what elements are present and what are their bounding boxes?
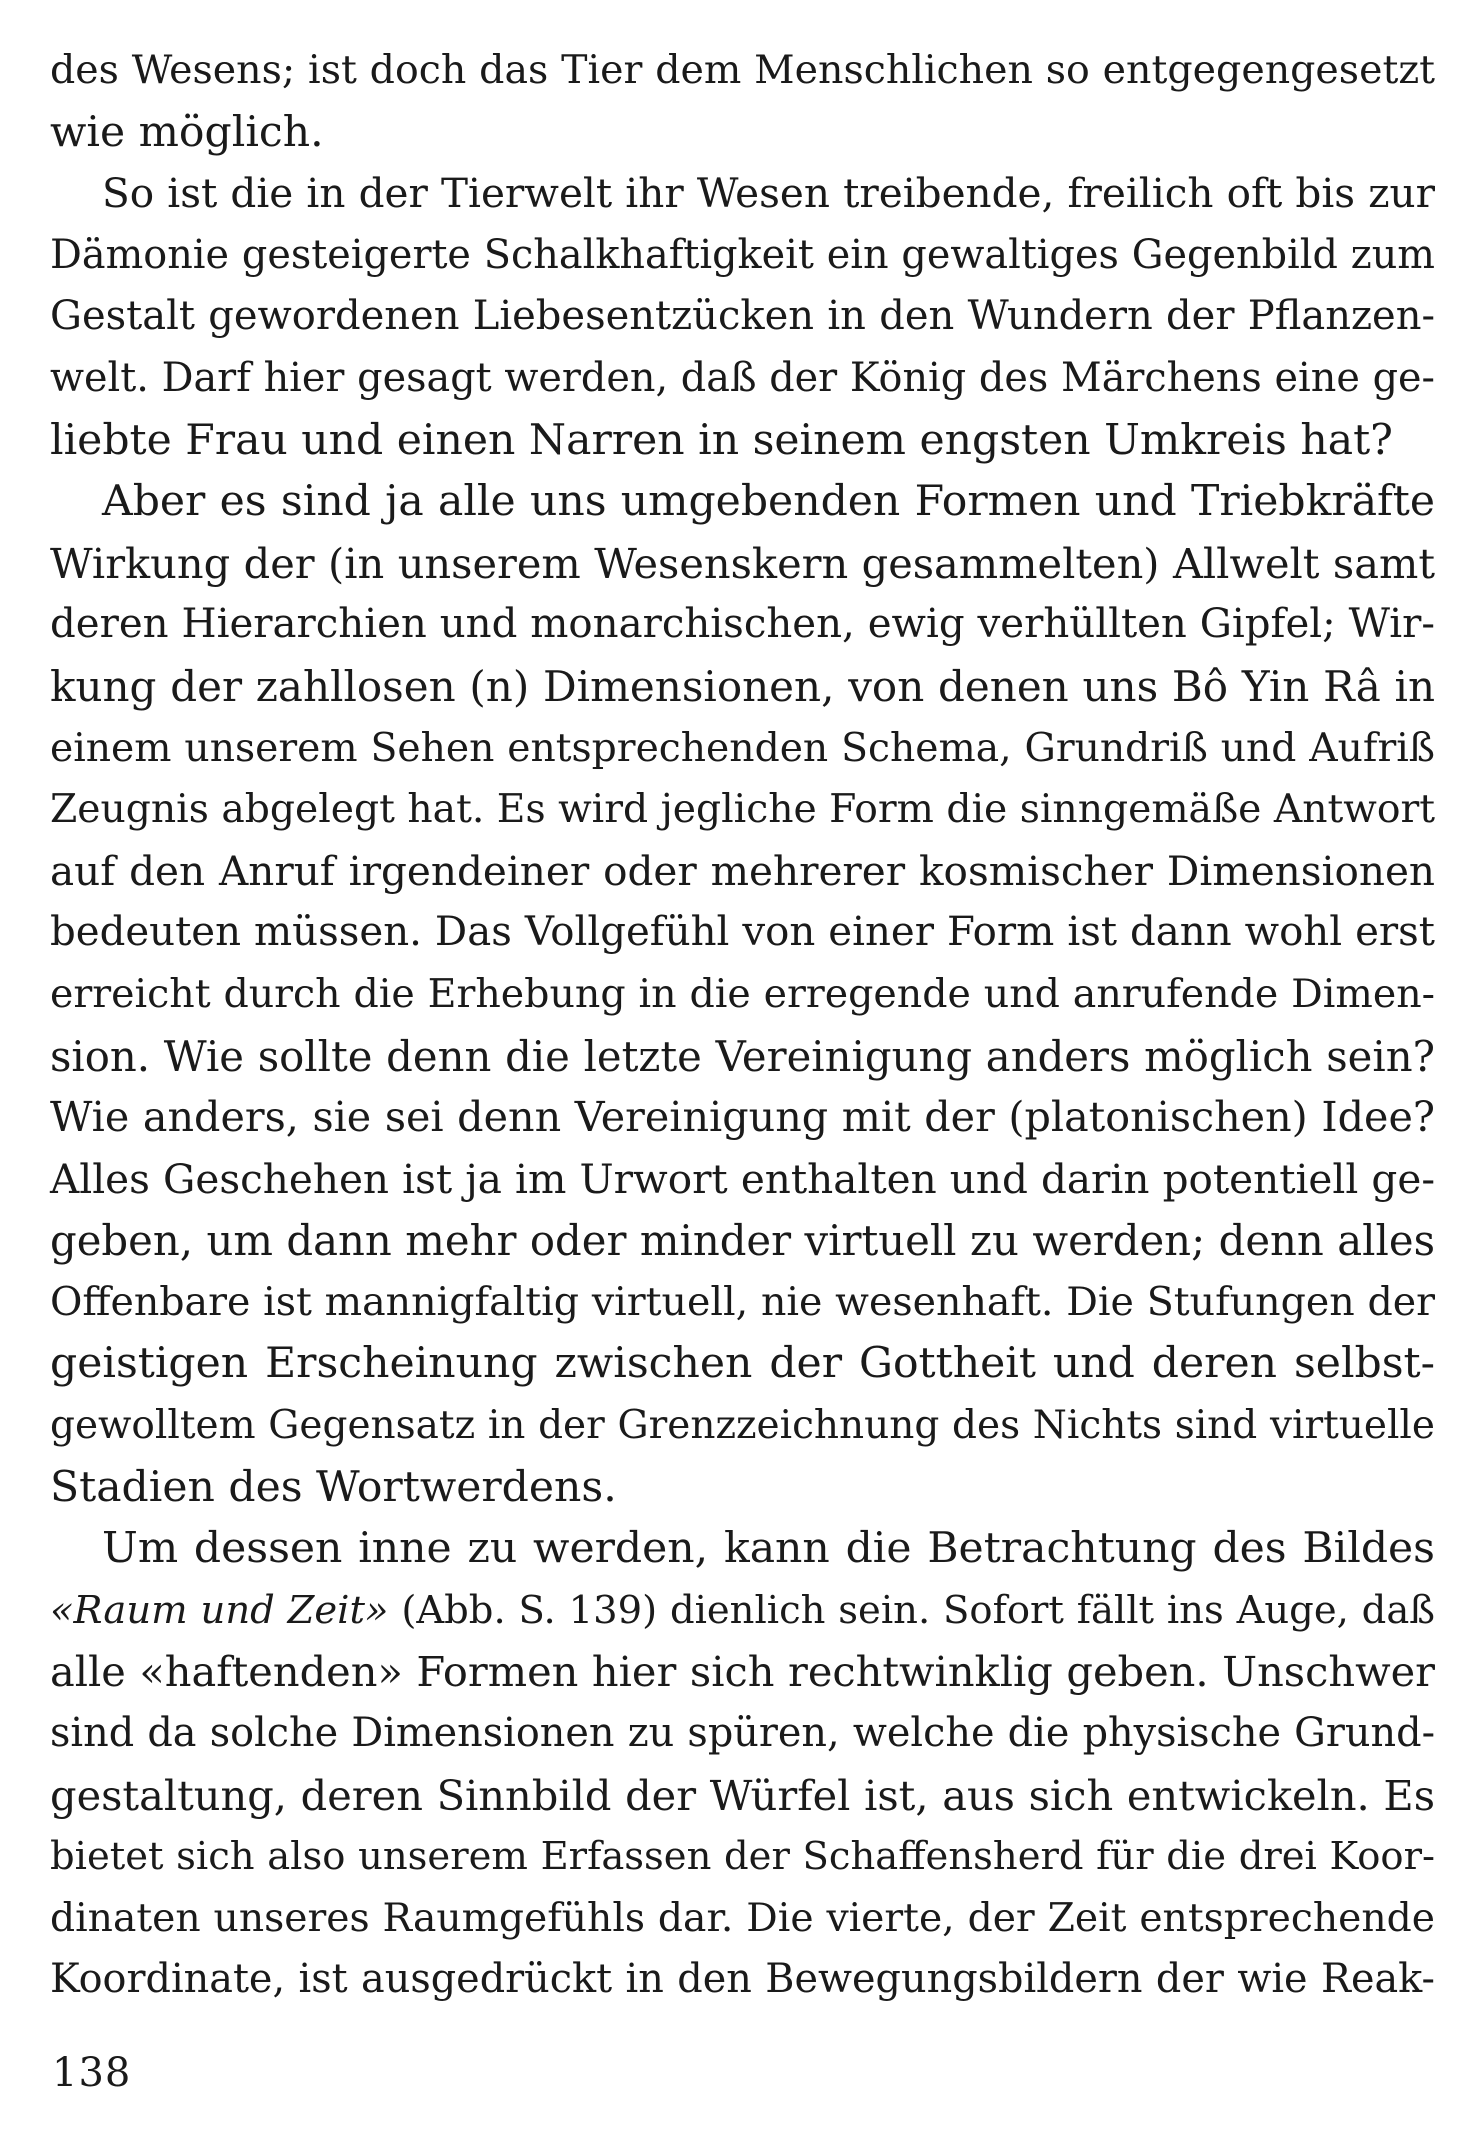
line-text: alle «haftenden» Formen hier sich rechtwinklig geben. Unschwer [50,1647,1435,1697]
italic-title: «Raum und Zeit» [50,1587,389,1633]
text-line [50,1888,1435,1950]
line-text: Alles Geschehen ist ja im Urwort enthalten und darin potentiell ge- [50,1154,1435,1203]
line-text: einem unserem Sehen entsprechenden Schema, Grundriß und Aufriß [50,725,1435,771]
line-text: Stadien des Wortwerdens. [50,1462,617,1512]
text-line [50,1210,1435,1272]
line-text: geistigen Erscheinung zwischen der Gottheit und deren selbst- [50,1339,1435,1389]
text-line [50,1949,1435,2011]
text-line [50,1641,1435,1703]
line-text: Aber es sind ja alle uns umgebenden Formen und Triebkräfte [102,477,1435,527]
text-line [50,163,1435,225]
text-line [50,1518,1435,1580]
line-text: Wirkung der (in unserem Wesenskern gesammelten) Allwelt samt [50,538,1435,588]
text-line [50,40,1435,102]
body-text [50,40,1435,2011]
line-text: Koordinate, ist ausgedrückt in den Bewegungsbildern der wie Reak- [50,1956,1435,2003]
line-text: liebte Frau und einen Narren in seinem engsten Umkreis hat? [50,415,1393,465]
text-line [50,1087,1435,1149]
text-line [50,1765,1435,1827]
text-line [50,1826,1435,1888]
text-line [50,410,1435,472]
text-line [50,1395,1435,1457]
text-line [50,779,1435,841]
line-text: gewolltem Gegensatz in der Grenzzeichnung des Nichts sind virtuelle [50,1403,1435,1449]
text-line [50,286,1435,348]
line-text: des Wesens; ist doch das Tier dem Menschlichen so entgegengesetzt [50,47,1435,93]
page-number: 138 [52,2050,132,2096]
text-line [50,348,1435,410]
line-text: gestaltung, deren Sinnbild der Würfel ist, aus sich entwickeln. Es [50,1770,1435,1820]
text-line [50,841,1435,903]
text-line [50,1149,1435,1211]
text-line [50,964,1435,1026]
text-line [50,1580,1435,1642]
line-text: welt. Darf hier gesagt werden, daß der König des Märchens eine ge- [50,354,1435,401]
line-text: erreicht durch die Erhebung in die erregende und anrufende Dimen- [50,970,1435,1017]
text-line [50,225,1435,287]
text-line [50,533,1435,595]
text-line [50,1333,1435,1395]
line-text: (Abb. S. 139) dienlich sein. Sofort fällt ins Auge, daß [388,1587,1435,1633]
text-line [50,1272,1435,1334]
text-line [50,656,1435,718]
line-text: bedeuten müssen. Das Vollgefühl von einer Form ist dann wohl erst [50,909,1435,956]
line-text: auf den Anruf irgendeiner oder mehrerer kosmischer Dimensionen [50,846,1435,895]
line-text: Um dessen inne zu werden, kann die Betrachtung des Bildes [102,1524,1435,1574]
line-text: sion. Wie sollte denn die letzte Vereinigung anders möglich sein? [50,1031,1435,1081]
line-text: So ist die in der Tierwelt ihr Wesen treibende, freilich oft bis zur [102,169,1435,218]
line-text: geben, um dann mehr oder minder virtuell zu werden; denn alles [50,1216,1435,1266]
line-text: Dämonie gesteigerte Schalkhaftigkeit ein gewaltiges Gegenbild zum [50,231,1435,278]
text-line [50,902,1435,964]
text-line [50,594,1435,656]
line-text: Wie anders, sie sei denn Vereinigung mit der (platonischen) Idee? [50,1093,1435,1142]
line-text: kung der zahllosen (n) Dimensionen, von denen uns Bô Yin Râ in [50,661,1435,711]
text-line [50,471,1435,533]
text-line [50,718,1435,780]
line-text: Zeugnis abgelegt hat. Es wird jegliche Form die sinngemäße Antwort [50,787,1436,833]
text-line [50,1703,1435,1765]
text-line [50,102,1435,164]
line-text: sind da solche Dimensionen zu spüren, welche die physische Grund- [50,1710,1435,1757]
text-line [50,1026,1435,1088]
line-text: bietet sich also unserem Erfassen der Schaffensherd für die drei Koor- [50,1834,1435,1880]
line-text: Gestalt gewordenen Liebesentzücken in den Wundern der Pflanzen- [50,293,1435,340]
text-line [50,1457,1435,1519]
line-text: Offenbare ist mannigfaltig virtuell, nie wesenhaft. Die Stufungen der [50,1278,1435,1325]
line-text: deren Hierarchien und monarchischen, ewig verhüllten Gipfel; Wir- [50,601,1435,648]
line-text: dinaten unseres Raumgefühls dar. Die vierte, der Zeit entsprechende [50,1895,1435,1941]
line-text: wie möglich. [50,107,324,157]
